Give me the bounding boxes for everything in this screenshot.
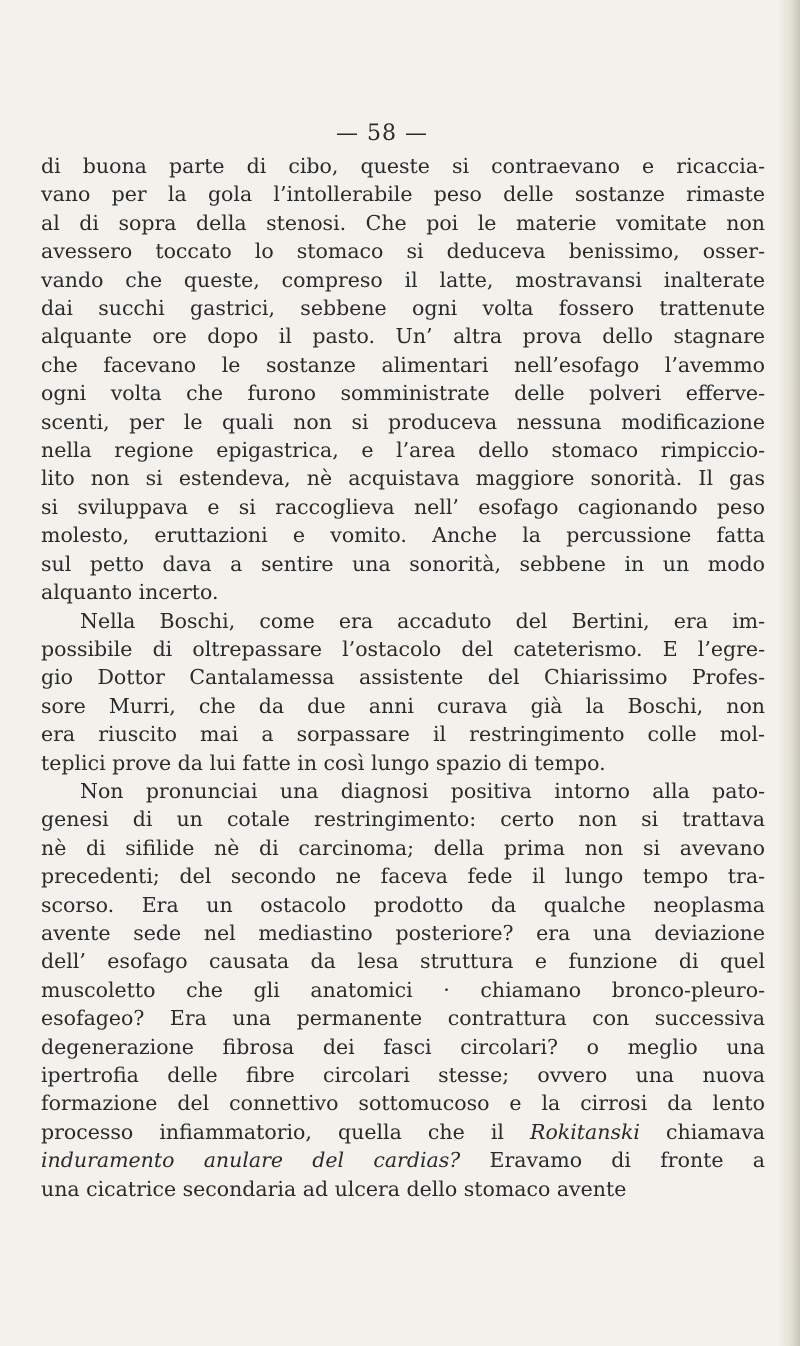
- text-line: sore Murri, che da due anni curava già la Boschi, non: [41, 693, 765, 718]
- text-line: nella regione epigastrica, e l’area dello stomaco rimpiccio-: [41, 438, 765, 463]
- text-line: vano per la gola l’intollerabile peso delle sostanze rimaste: [41, 182, 765, 207]
- text-line: esofageo? Era una permanente contrattura con successiva: [41, 1006, 765, 1031]
- text-line-with-name: [41, 1118, 765, 1146]
- text-line: dai succhi gastrici, sebbene ogni volta fossero trattenute: [41, 296, 765, 321]
- text-line: alquanto incerto.: [41, 580, 219, 605]
- text-line: che facevano le sostanze alimentari nell’esofago l’avemmo: [41, 352, 765, 377]
- text-line: muscoletto che gli anatomici · chiamano bronco-pleuro-: [41, 977, 765, 1002]
- text-line: vando che queste, compreso il latte, mostravansi inalterate: [41, 267, 765, 292]
- text-line-with-phrase: [41, 1146, 765, 1174]
- text-line: Non pronunciai una diagnosi positiva intorno alla pato-: [80, 778, 765, 803]
- text-line: di buona parte di cibo, queste si contraevano e ricaccia-: [41, 154, 765, 178]
- text-line: alquante ore dopo il pasto. Un’ altra prova dello stagnare: [41, 324, 765, 349]
- body-text: [41, 152, 765, 1203]
- text-line: possibile di oltrepassare l’ostacolo del cateterismo. E l’egre-: [41, 636, 765, 661]
- text-line: genesi di un cotale restringimento: certo non si trattava: [41, 807, 765, 832]
- page-number: — 58 —: [336, 121, 428, 146]
- text-line: sul petto dava a sentire una sonorità, sebbene in un modo: [41, 551, 765, 576]
- text-line: nè di sifilide nè di carcinoma; della prima non si avevano: [41, 835, 765, 860]
- text-line: precedenti; del secondo ne faceva fede il lungo tempo tra-: [41, 864, 765, 889]
- text-line: ogni volta che furono somministrate delle polveri efferve-: [41, 381, 765, 406]
- text-fragment: chiamava: [639, 1119, 765, 1144]
- text-line: formazione del connettivo sottomucoso e la cirrosi da lento: [41, 1091, 765, 1116]
- text-line: gio Dottor Cantalamessa assistente del Chiarissimo Profes-: [41, 665, 765, 690]
- text-line: era riuscito mai a sorpassare il restringimento colle mol-: [41, 722, 765, 747]
- text-line: teplici prove da lui fatte in così lungo spazio di tempo.: [41, 750, 606, 775]
- italic-term: induramento anulare del cardias?: [41, 1148, 461, 1173]
- text-line: ipertrofia delle fibre circolari stesse; ovvero una nuova: [41, 1063, 765, 1087]
- text-line: dell’ esofago causata da lesa struttura e funzione di quel: [41, 949, 765, 974]
- text-fragment: Eravamo di fronte a: [460, 1148, 765, 1173]
- text-line: una cicatrice secondaria ad ulcera dello stomaco avente: [41, 1176, 627, 1201]
- page-edge-shadow: [778, 0, 800, 1346]
- text-line: scenti, per le quali non si produceva nessuna modificazione: [41, 409, 765, 434]
- text-line: lito non si estendeva, nè acquistava maggiore sonorità. Il gas: [41, 466, 765, 491]
- text-line: degenerazione fibrosa dei fasci circolari? o meglio una: [41, 1034, 765, 1059]
- paragraph-3: [41, 777, 765, 1203]
- italic-author-name: Rokitanski: [530, 1119, 640, 1144]
- paragraph-2: [41, 607, 765, 777]
- text-fragment: processo infiammatorio, quella che il: [41, 1119, 531, 1144]
- text-line: al di sopra della stenosi. Che poi le materie vomitate non: [41, 210, 765, 235]
- text-line: Nella Boschi, come era accaduto del Bertini, era im-: [80, 608, 765, 633]
- text-line: scorso. Era un ostacolo prodotto da qualche neoplasma: [41, 892, 765, 917]
- text-line: avente sede nel mediastino posteriore? era una deviazione: [41, 920, 765, 945]
- text-line: si sviluppava e si raccoglieva nell’ esofago cagionando peso: [41, 494, 765, 519]
- paragraph-1: [41, 152, 765, 607]
- text-line: avessero toccato lo stomaco si deduceva benissimo, osser-: [41, 239, 765, 264]
- text-line: molesto, eruttazioni e vomito. Anche la percussione fatta: [41, 523, 765, 548]
